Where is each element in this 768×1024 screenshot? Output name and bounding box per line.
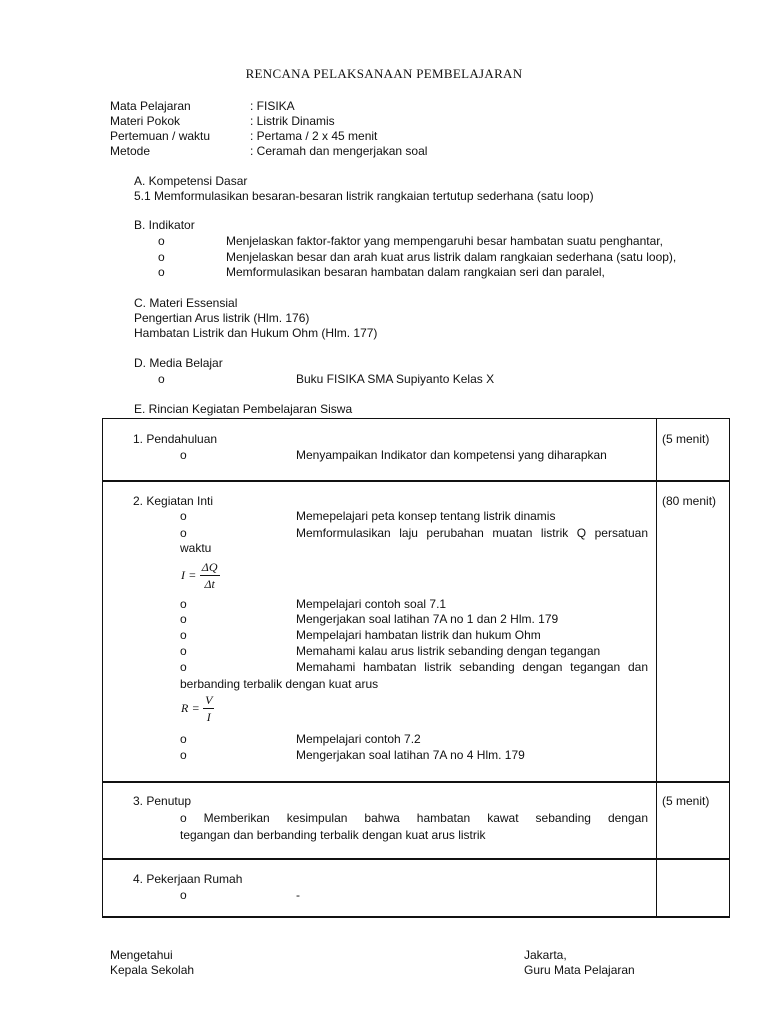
formula-numerator: ΔQ — [201, 560, 218, 574]
section-d-heading: D. Media Belajar — [134, 356, 223, 370]
row3-time: (5 menit) — [662, 794, 710, 808]
row2-item: Memformulasikan laju perubahan muatan listrik Q persatuan — [296, 526, 648, 540]
row2-item-continued: waktu — [180, 541, 212, 555]
row1-heading: 1. Pendahuluan — [133, 432, 218, 446]
section-a-heading: A. Kompetensi Dasar — [134, 174, 248, 188]
header-label-meeting: Pertemuan / waktu — [110, 129, 211, 143]
row3-line: o Memberikan kesimpulan bahwa hambatan kawat sebanding dengan — [180, 811, 648, 825]
bullet-marker: o — [180, 628, 187, 642]
bullet-marker: o — [180, 888, 187, 902]
header-label-method: Metode — [110, 144, 151, 158]
table-border-right — [729, 418, 730, 918]
formula-equals: = — [192, 701, 200, 715]
formula-current — [181, 560, 220, 591]
footer-left-line1: Mengetahui — [110, 948, 173, 962]
formula-lhs: R — [181, 701, 189, 715]
bullet-marker: o — [180, 526, 187, 540]
row2-item-continued: berbanding terbalik dengan kuat arus — [180, 677, 379, 691]
header-label-subject: Mata Pelajaran — [110, 99, 191, 113]
bullet-marker: o — [158, 265, 165, 279]
row3-heading: 3. Penutup — [133, 794, 192, 808]
bullet-marker: o — [180, 612, 187, 626]
row2-time: (80 menit) — [662, 494, 717, 508]
indicator-item: Menjelaskan faktor-faktor yang mempengaruhi besar hambatan suatu penghantar, — [226, 234, 663, 248]
indicator-item: Memformulasikan besaran hambatan dalam rangkaian seri dan paralel, — [226, 265, 605, 279]
footer-left-line2: Kepala Sekolah — [110, 963, 195, 977]
row2-item: Memepelajari peta konsep tentang listrik dinamis — [296, 509, 556, 523]
row1-item: Menyampaikan Indikator dan kompetensi yang diharapkan — [296, 448, 607, 462]
row2-item: Memahami kalau arus listrik sebanding dengan tegangan — [296, 644, 601, 658]
document-title: RENCANA PELAKSANAAN PEMBELAJARAN — [245, 66, 523, 81]
row2-item: Mempelajari hambatan listrik dan hukum Ohm — [296, 628, 541, 642]
formula-denominator: I — [206, 710, 211, 724]
row2-item: Mengerjakan soal latihan 7A no 1 dan 2 Hlm. 179 — [296, 612, 559, 626]
row4-item: - — [296, 888, 300, 902]
bullet-marker: o — [180, 644, 187, 658]
table-row-divider — [103, 480, 730, 482]
formula-equals: = — [189, 568, 196, 582]
section-c-heading: C. Materi Essensial — [134, 296, 238, 310]
formula-resistance — [181, 693, 214, 724]
bullet-marker: o — [180, 597, 187, 611]
row4-heading: 4. Pekerjaan Rumah — [133, 872, 243, 886]
header-value-meeting: : Pertama / 2 x 45 menit — [250, 129, 378, 143]
row3-line: tegangan dan berbanding terbalik dengan kuat arus listrik — [180, 828, 486, 842]
header-value-topic: : Listrik Dinamis — [250, 114, 335, 128]
bullet-marker: o — [180, 660, 187, 674]
table-border-left — [102, 418, 103, 918]
bullet-marker: o — [158, 250, 165, 264]
row2-item: Memahami hambatan listrik sebanding dengan tegangan dan — [296, 660, 648, 674]
bullet-marker: o — [180, 732, 187, 746]
materi-line: Pengertian Arus listrik (Hlm. 176) — [134, 311, 310, 325]
footer-right-line2: Guru Mata Pelajaran — [524, 963, 635, 977]
header-label-topic: Materi Pokok — [110, 114, 181, 128]
row1-time: (5 menit) — [662, 432, 710, 446]
header-value-subject: : FISIKA — [250, 99, 295, 113]
header-value-method: : Ceramah dan mengerjakan soal — [250, 144, 428, 158]
table-border-top — [103, 418, 730, 419]
formula-lhs: I — [181, 568, 185, 582]
section-e-heading: E. Rincian Kegiatan Pembelajaran Siswa — [134, 402, 353, 416]
section-a-line: 5.1 Memformulasikan besaran-besaran listrik rangkaian tertutup sederhana (satu loop) — [134, 189, 594, 203]
formula-denominator: Δt — [204, 577, 215, 591]
table-row-divider — [103, 781, 730, 783]
row2-item: Mengerjakan soal latihan 7A no 4 Hlm. 179 — [296, 748, 525, 762]
table-border-bottom — [103, 916, 730, 918]
bullet-marker: o — [180, 748, 187, 762]
formula-numerator: V — [205, 693, 213, 707]
table-row-divider — [103, 858, 730, 860]
row2-item: Mempelajari contoh 7.2 — [296, 732, 421, 746]
table-column-divider — [656, 418, 657, 918]
row2-heading: 2. Kegiatan Inti — [133, 494, 214, 508]
section-b-heading: B. Indikator — [134, 218, 195, 232]
bullet-marker: o — [158, 234, 165, 248]
footer-right-line1: Jakarta, — [524, 948, 567, 962]
row2-item: Mempelajari contoh soal 7.1 — [296, 597, 447, 611]
bullet-marker: o — [158, 372, 165, 386]
materi-line: Hambatan Listrik dan Hukum Ohm (Hlm. 177) — [134, 326, 378, 340]
bullet-marker: o — [180, 448, 187, 462]
bullet-marker: o — [180, 509, 187, 523]
media-item: Buku FISIKA SMA Supiyanto Kelas X — [296, 372, 495, 386]
indicator-item: Menjelaskan besar dan arah kuat arus listrik dalam rangkaian sederhana (satu loop), — [226, 250, 677, 264]
